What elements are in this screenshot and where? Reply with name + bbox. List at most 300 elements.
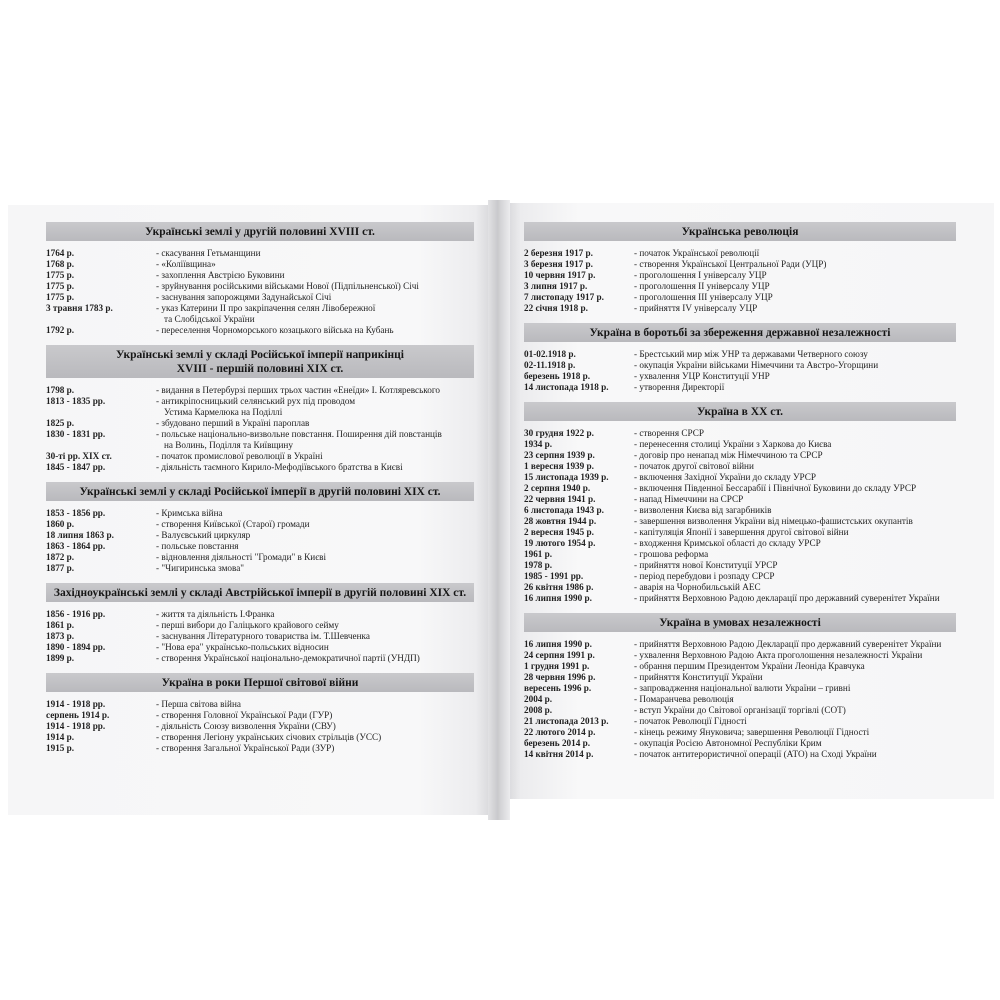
event-date: 1861 р. bbox=[46, 620, 75, 630]
event-date: 16 липня 1990 р. bbox=[524, 593, 592, 603]
event-row bbox=[524, 349, 956, 360]
event-description bbox=[634, 738, 956, 749]
event-description bbox=[634, 371, 956, 382]
event-row bbox=[46, 462, 474, 473]
event-row bbox=[524, 360, 956, 371]
event-description bbox=[156, 609, 474, 620]
event-row bbox=[46, 418, 474, 429]
event-date: 22 лютого 2014 р. bbox=[524, 727, 596, 737]
event-description bbox=[156, 303, 474, 325]
event-description bbox=[156, 462, 474, 473]
event-text: - визволення Києва від загарбників bbox=[634, 505, 772, 515]
event-text: - проголошення ІІ універсалу УЦР bbox=[634, 281, 770, 291]
event-list bbox=[46, 602, 474, 673]
right-column bbox=[524, 222, 956, 769]
event-row bbox=[524, 672, 956, 683]
event-description bbox=[156, 743, 474, 754]
event-text: - прийняття нової Конституції УРСР bbox=[634, 560, 778, 570]
event-row bbox=[524, 281, 956, 292]
event-text: - вступ України до Світової організації торгівлі (СОТ) bbox=[634, 705, 846, 715]
event-row bbox=[524, 527, 956, 538]
event-text: - початок Революції Гідності bbox=[634, 716, 747, 726]
event-date: 24 серпня 1991 р. bbox=[524, 650, 595, 660]
event-list bbox=[524, 342, 956, 402]
event-text: - указ Катерини II про закріпачення селян Лівобережної bbox=[156, 303, 376, 313]
event-date: 1775 р. bbox=[46, 270, 75, 280]
event-date: 1775 р. bbox=[46, 281, 75, 291]
event-text: - входження Кримської області до складу УРСР bbox=[634, 538, 821, 548]
event-text: - створення Головної Української Ради (ГУР) bbox=[156, 710, 333, 720]
timeline-section bbox=[524, 402, 956, 613]
section-heading bbox=[46, 482, 474, 501]
event-date: 30 грудня 1922 р. bbox=[524, 428, 594, 438]
event-text: - заснування Літературного товариства ім. Т.Шевченка bbox=[156, 631, 370, 641]
event-row bbox=[524, 382, 956, 393]
event-date: 2008 р. bbox=[524, 705, 553, 715]
event-description bbox=[156, 541, 474, 552]
event-row bbox=[524, 505, 956, 516]
event-text: - створення СРСР bbox=[634, 428, 704, 438]
event-text: - Перша світова війна bbox=[156, 699, 241, 709]
event-description bbox=[634, 439, 956, 450]
section-title: Українська революція bbox=[681, 226, 799, 238]
event-row bbox=[46, 281, 474, 292]
event-description bbox=[634, 505, 956, 516]
event-date: 1914 - 1918 рр. bbox=[46, 699, 106, 709]
event-description bbox=[156, 653, 474, 664]
event-description bbox=[634, 303, 956, 314]
event-text-continued: Устима Кармелюка на Поділлі bbox=[164, 407, 283, 417]
event-text: - Кримська війна bbox=[156, 508, 223, 518]
event-row bbox=[524, 560, 956, 571]
event-text: - ухвалення Верховною Радою Акта проголошення незалежності України bbox=[634, 650, 923, 660]
event-date: 1872 р. bbox=[46, 552, 75, 562]
event-row bbox=[46, 248, 474, 259]
event-date: 2 вересня 1945 р. bbox=[524, 527, 594, 537]
timeline-section bbox=[46, 583, 474, 673]
event-date: 1764 р. bbox=[46, 248, 75, 258]
event-text: - початок Української революції bbox=[634, 248, 760, 258]
event-date: 1 грудня 1991 р. bbox=[524, 661, 590, 671]
event-description bbox=[634, 716, 956, 727]
event-list bbox=[524, 632, 956, 769]
event-description bbox=[156, 270, 474, 281]
event-text: - "Нова ера" українсько-польських відносин bbox=[156, 642, 329, 652]
section-heading bbox=[524, 323, 956, 342]
event-date: 30-ті рр. XIX ст. bbox=[46, 451, 112, 461]
timeline-section bbox=[524, 323, 956, 402]
event-row bbox=[524, 439, 956, 450]
timeline-section bbox=[46, 673, 474, 763]
event-text: - утворення Директорії bbox=[634, 382, 725, 392]
event-text: - відновлення діяльності "Громади" в Києві bbox=[156, 552, 327, 562]
event-list bbox=[524, 241, 956, 323]
event-row bbox=[524, 461, 956, 472]
section-title: Українські землі у другій половині XVIII ст. bbox=[145, 226, 375, 238]
event-text: - обрання першим Президентом України Леоніда Кравчука bbox=[634, 661, 865, 671]
event-description bbox=[634, 270, 956, 281]
event-text: - захоплення Австрією Буковини bbox=[156, 270, 285, 280]
event-text: - польське національно-визвольне повстання. Поширення дій повстанців bbox=[156, 429, 442, 439]
event-date: 1792 р. bbox=[46, 325, 75, 335]
event-row bbox=[524, 450, 956, 461]
event-text: - діяльність таємного Кирило-Мефодіївського братства в Києві bbox=[156, 462, 403, 472]
event-date: 1985 - 1991 рр. bbox=[524, 571, 584, 581]
section-title: Українські землі у складі Російської імперії наприкінці bbox=[116, 349, 404, 361]
event-row bbox=[524, 716, 956, 727]
event-text: - запровадження національної валюти України – гривні bbox=[634, 683, 851, 693]
event-text: - скасування Гетьманщини bbox=[156, 248, 261, 258]
event-text: - проголошення І універсалу УЦР bbox=[634, 270, 767, 280]
event-date: вересень 1996 р. bbox=[524, 683, 592, 693]
section-heading bbox=[524, 613, 956, 632]
event-date: 3 липня 1917 р. bbox=[524, 281, 588, 291]
event-description bbox=[156, 721, 474, 732]
timeline-section bbox=[524, 613, 956, 769]
event-text: - капітуляція Японії і завершення другої світової війни bbox=[634, 527, 849, 537]
event-text: - створення Легіону українських січових стрільців (УСС) bbox=[156, 732, 382, 742]
event-description bbox=[634, 259, 956, 270]
event-description bbox=[634, 461, 956, 472]
event-description bbox=[634, 428, 956, 439]
event-description bbox=[634, 360, 956, 371]
event-date: 26 квітня 1986 р. bbox=[524, 582, 594, 592]
event-row bbox=[524, 694, 956, 705]
event-description bbox=[634, 560, 956, 571]
event-description bbox=[634, 705, 956, 716]
event-description bbox=[156, 552, 474, 563]
event-text: - Помаранчева революція bbox=[634, 694, 734, 704]
event-list bbox=[46, 692, 474, 763]
event-row bbox=[524, 248, 956, 259]
event-date: 1934 р. bbox=[524, 439, 553, 449]
event-date: 3 травня 1783 р. bbox=[46, 303, 113, 313]
event-text-continued: на Волинь, Поділля та Київщину bbox=[164, 440, 293, 450]
section-title-line2: XVIII - першій половині XIX ст. bbox=[176, 363, 344, 375]
event-date: 1813 - 1835 рр. bbox=[46, 396, 106, 406]
event-row bbox=[524, 738, 956, 749]
event-date: 02-11.1918 р. bbox=[524, 360, 576, 370]
event-date: 7 листопаду 1917 р. bbox=[524, 292, 604, 302]
event-description bbox=[156, 530, 474, 541]
event-text: - збудовано перший в Україні пароплав bbox=[156, 418, 310, 428]
left-column bbox=[46, 222, 474, 763]
event-date: серпень 1914 р. bbox=[46, 710, 110, 720]
event-row bbox=[524, 292, 956, 303]
event-text: - напад Німеччини на СРСР bbox=[634, 494, 744, 504]
event-row bbox=[46, 563, 474, 574]
section-title: Україна в умовах незалежності bbox=[659, 617, 821, 629]
event-date: 1 вересня 1939 р. bbox=[524, 461, 594, 471]
section-title: Україна в боротьбі за збереження державної незалежності bbox=[589, 327, 891, 339]
section-heading bbox=[46, 583, 474, 602]
event-row bbox=[46, 259, 474, 270]
event-row bbox=[46, 609, 474, 620]
event-description bbox=[156, 248, 474, 259]
timeline-section bbox=[524, 222, 956, 323]
event-date: 1915 р. bbox=[46, 743, 75, 753]
event-text: - "Чигиринська змова" bbox=[156, 563, 245, 573]
section-title: Західноукраїнські землі у складі Австрійської імперії в другій половині XIX ст. bbox=[53, 587, 467, 599]
event-description bbox=[634, 672, 956, 683]
event-row bbox=[524, 705, 956, 716]
event-description bbox=[634, 349, 956, 360]
event-description bbox=[634, 292, 956, 303]
event-row bbox=[524, 428, 956, 439]
event-row bbox=[46, 743, 474, 754]
section-heading bbox=[46, 673, 474, 692]
event-row bbox=[46, 721, 474, 732]
event-date: 18 липня 1863 р. bbox=[46, 530, 114, 540]
event-row bbox=[524, 538, 956, 549]
event-row bbox=[46, 653, 474, 664]
event-row bbox=[524, 483, 956, 494]
section-title: Українські землі у складі Російської імперії в другій половині XIX ст. bbox=[79, 486, 441, 498]
event-text: - польське повстання bbox=[156, 541, 239, 551]
event-row bbox=[46, 699, 474, 710]
event-date: 1877 р. bbox=[46, 563, 75, 573]
event-text: - створення Київської (Старої) громади bbox=[156, 519, 310, 529]
event-text: - перші вибори до Галіцького крайового сейму bbox=[156, 620, 339, 630]
event-description bbox=[156, 563, 474, 574]
event-text: - договір про ненапад між Німеччиною та СРСР bbox=[634, 450, 823, 460]
event-date: 1873 р. bbox=[46, 631, 75, 641]
event-description bbox=[634, 582, 956, 593]
event-text: - ухвалення УЦР Конституції УНР bbox=[634, 371, 770, 381]
event-text: - перенесення столиці України з Харкова до Києва bbox=[634, 439, 832, 449]
event-text: - заснування запорожцями Задунайської Січі bbox=[156, 292, 332, 302]
event-row bbox=[46, 631, 474, 642]
event-row bbox=[524, 571, 956, 582]
event-description bbox=[156, 699, 474, 710]
event-date: 10 червня 1917 р. bbox=[524, 270, 596, 280]
event-text: - прийняття IV універсалу УЦР bbox=[634, 303, 758, 313]
event-description bbox=[634, 593, 956, 604]
event-text: - прийняття Конституції України bbox=[634, 672, 763, 682]
event-date: 1914 р. bbox=[46, 732, 75, 742]
event-row bbox=[524, 303, 956, 314]
event-date: 1845 - 1847 рр. bbox=[46, 462, 106, 472]
event-date: 1978 р. bbox=[524, 560, 553, 570]
section-heading bbox=[524, 402, 956, 421]
event-description bbox=[156, 259, 474, 270]
event-description bbox=[156, 281, 474, 292]
section-heading bbox=[46, 345, 474, 378]
event-text: - створення Української Центральної Ради (УЦР) bbox=[634, 259, 827, 269]
event-date: 14 листопада 1918 р. bbox=[524, 382, 609, 392]
event-text: - Валуєвський циркуляр bbox=[156, 530, 251, 540]
event-row bbox=[46, 429, 474, 451]
event-description bbox=[634, 281, 956, 292]
event-text: - антикріпосницький селянський рух під проводом bbox=[156, 396, 356, 406]
event-text: - Брестський мир між УНР та державами Четверного союзу bbox=[634, 349, 868, 359]
event-row bbox=[46, 451, 474, 462]
event-row bbox=[524, 472, 956, 483]
event-row bbox=[46, 385, 474, 396]
event-date: 22 січня 1918 р. bbox=[524, 303, 588, 313]
event-date: 3 березня 1917 р. bbox=[524, 259, 593, 269]
event-description bbox=[634, 538, 956, 549]
event-row bbox=[46, 530, 474, 541]
event-description bbox=[156, 710, 474, 721]
event-row bbox=[524, 661, 956, 672]
event-date: березень 1918 р. bbox=[524, 371, 591, 381]
event-text: - період перебудови і розпаду СРСР bbox=[634, 571, 775, 581]
event-date: 2004 р. bbox=[524, 694, 553, 704]
event-description bbox=[634, 661, 956, 672]
event-date: 2 серпня 1940 р. bbox=[524, 483, 591, 493]
event-row bbox=[46, 508, 474, 519]
timeline-section bbox=[46, 222, 474, 345]
event-description bbox=[634, 472, 956, 483]
event-description bbox=[634, 549, 956, 560]
event-text: - завершення визволення України від німецько-фашистських окупантів bbox=[634, 516, 913, 526]
section-heading bbox=[524, 222, 956, 241]
event-row bbox=[46, 710, 474, 721]
event-text: - кінець режиму Януковича; завершення Революції Гідності bbox=[634, 727, 870, 737]
event-row bbox=[524, 727, 956, 738]
event-description bbox=[156, 325, 474, 336]
event-text-continued: та Слобідської України bbox=[164, 314, 255, 324]
event-text: - видання в Петербурзі перших трьох частин «Енеїди» І. Котляревського bbox=[156, 385, 440, 395]
event-text: - прийняття Верховною Радою декларації про державний суверенітет України bbox=[634, 593, 940, 603]
event-date: 16 липня 1990 р. bbox=[524, 639, 592, 649]
event-description bbox=[156, 292, 474, 303]
event-row bbox=[524, 516, 956, 527]
event-row bbox=[46, 303, 474, 325]
event-date: 2 березня 1917 р. bbox=[524, 248, 593, 258]
event-text: - зруйнування російськими військами Нової (Підпільненської) Січі bbox=[156, 281, 419, 291]
event-date: 1853 - 1856 рр. bbox=[46, 508, 106, 518]
event-description bbox=[634, 727, 956, 738]
event-date: 1860 р. bbox=[46, 519, 75, 529]
event-description bbox=[156, 429, 474, 451]
event-description bbox=[634, 516, 956, 527]
event-row bbox=[524, 650, 956, 661]
event-description bbox=[634, 248, 956, 259]
event-description bbox=[634, 571, 956, 582]
event-row bbox=[524, 549, 956, 560]
event-row bbox=[46, 642, 474, 653]
event-description bbox=[156, 620, 474, 631]
event-text: - життя та діяльність І.Франка bbox=[156, 609, 275, 619]
section-title: Україна в роки Першої світової війни bbox=[161, 677, 359, 689]
event-date: 1961 р. bbox=[524, 549, 553, 559]
event-row bbox=[46, 732, 474, 743]
event-text: - включення Південної Бессарабії і Північної Буковини до складу УРСР bbox=[634, 483, 917, 493]
event-text: - початок антитерористичної операції (АТО) на Сході України bbox=[634, 749, 877, 759]
event-text: - окупація Росією Автономної Республіки Крим bbox=[634, 738, 822, 748]
event-date: 6 листопада 1943 р. bbox=[524, 505, 604, 515]
event-description bbox=[156, 631, 474, 642]
event-date: 14 квітня 2014 р. bbox=[524, 749, 594, 759]
event-date: 1830 - 1831 рр. bbox=[46, 429, 106, 439]
event-list bbox=[524, 421, 956, 613]
event-description bbox=[156, 385, 474, 396]
event-text: - створення Української національно-демократичної партії (УНДП) bbox=[156, 653, 420, 663]
section-heading bbox=[46, 222, 474, 241]
event-date: 01-02.1918 р. bbox=[524, 349, 576, 359]
event-date: 1914 - 1918 рр. bbox=[46, 721, 106, 731]
event-row bbox=[524, 683, 956, 694]
event-description bbox=[156, 732, 474, 743]
event-description bbox=[156, 642, 474, 653]
event-row bbox=[46, 396, 474, 418]
event-date: 23 серпня 1939 р. bbox=[524, 450, 595, 460]
event-description bbox=[634, 527, 956, 538]
event-description bbox=[634, 650, 956, 661]
event-date: 15 листопада 1939 р. bbox=[524, 472, 609, 482]
event-date: 28 жовтня 1944 р. bbox=[524, 516, 597, 526]
event-row bbox=[46, 620, 474, 631]
event-row bbox=[524, 582, 956, 593]
event-description bbox=[634, 494, 956, 505]
event-date: 19 лютого 1954 р. bbox=[524, 538, 596, 548]
event-text: - початок другої світової війни bbox=[634, 461, 754, 471]
event-text: - аварія на Чорнобильській АЕС bbox=[634, 582, 761, 592]
event-description bbox=[634, 382, 956, 393]
event-text: - початок промислової революції в Україні bbox=[156, 451, 323, 461]
event-text: - прийняття Верховною Радою Декларації про державний суверенітет України bbox=[634, 639, 942, 649]
event-description bbox=[634, 683, 956, 694]
event-description bbox=[156, 519, 474, 530]
event-text: - створення Загальної Української Ради (ЗУР) bbox=[156, 743, 335, 753]
event-description bbox=[634, 483, 956, 494]
event-date: березень 2014 р. bbox=[524, 738, 591, 748]
event-row bbox=[524, 371, 956, 382]
event-text: - грошова реформа bbox=[634, 549, 709, 559]
event-date: 1863 - 1864 рр. bbox=[46, 541, 106, 551]
event-date: 28 червня 1996 р. bbox=[524, 672, 596, 682]
event-date: 1768 р. bbox=[46, 259, 75, 269]
event-date: 1890 - 1894 рр. bbox=[46, 642, 106, 652]
event-text: - включення Західної України до складу УРСР bbox=[634, 472, 816, 482]
event-date: 1798 р. bbox=[46, 385, 75, 395]
event-row bbox=[46, 541, 474, 552]
event-row bbox=[524, 749, 956, 760]
timeline-section bbox=[46, 482, 474, 583]
event-description bbox=[156, 396, 474, 418]
event-date: 1775 р. bbox=[46, 292, 75, 302]
event-date: 1825 р. bbox=[46, 418, 75, 428]
event-row bbox=[46, 270, 474, 281]
event-description bbox=[634, 749, 956, 760]
section-title: Україна в ХХ ст. bbox=[696, 406, 784, 418]
event-description bbox=[634, 694, 956, 705]
book-spine bbox=[488, 200, 510, 820]
event-text: - «Коліївщина» bbox=[156, 259, 216, 269]
event-date: 1899 р. bbox=[46, 653, 75, 663]
event-row bbox=[46, 519, 474, 530]
event-row bbox=[524, 593, 956, 604]
event-row bbox=[524, 259, 956, 270]
event-list bbox=[46, 501, 474, 583]
event-list bbox=[46, 378, 474, 482]
event-row bbox=[524, 270, 956, 281]
event-text: - окупація України військами Німеччини та Австро-Угорщини bbox=[634, 360, 879, 370]
event-row bbox=[46, 292, 474, 303]
event-description bbox=[156, 508, 474, 519]
event-row bbox=[524, 639, 956, 650]
event-text: - діяльність Союзу визволення України (СВУ) bbox=[156, 721, 336, 731]
event-description bbox=[156, 418, 474, 429]
event-description bbox=[634, 450, 956, 461]
event-row bbox=[46, 552, 474, 563]
timeline-section bbox=[46, 345, 474, 482]
event-text: - переселення Чорноморського козацького війська на Кубань bbox=[156, 325, 394, 335]
event-row bbox=[524, 494, 956, 505]
event-date: 22 червня 1941 р. bbox=[524, 494, 596, 504]
